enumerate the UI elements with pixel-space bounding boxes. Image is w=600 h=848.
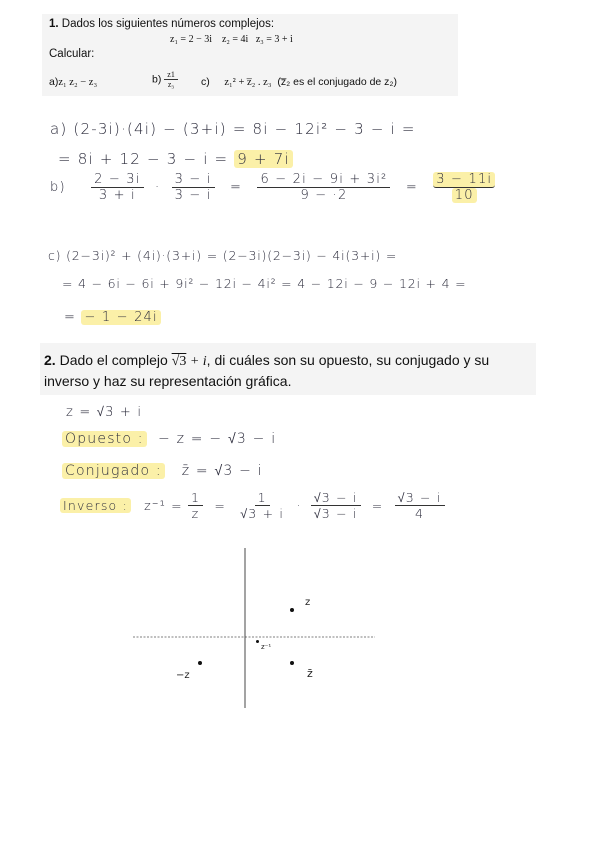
label-neg-z: −z	[176, 670, 190, 681]
solution-c-line-3: = − 1 − 24i	[64, 310, 161, 325]
exercise-2-line-1: 2. Dado el complejo √3 + i, di cuáles son su opuesto, su conjugado y su	[44, 352, 490, 369]
solution-a-line-2: = 8i + 12 − 3 − i = 9 + 7i	[58, 150, 293, 168]
solution-a-line-1: a) (2-3i)·(4i) − (3+i) = 8i − 12i² − 3 − i =	[50, 120, 416, 138]
part-b-statement: b) $\frac{z1}{\text{z₃}}$	[152, 70, 178, 89]
label-z: z	[305, 597, 311, 608]
solution-z: z = √3 + i	[66, 405, 143, 420]
solution-conjugado: Conjugado : z̄ = √3 − i	[62, 462, 263, 479]
z3-def: z₃ = 3 + i	[255, 34, 293, 45]
point-z-inverse	[256, 640, 259, 643]
inverso-label: Inverso :	[60, 498, 131, 513]
point-z-conjugate	[290, 661, 294, 665]
exercise-2-line-2: inverso y haz su representación gráfica.	[44, 373, 292, 389]
solution-a-result: 9 + 7i	[234, 150, 293, 168]
solution-c-result: − 1 − 24i	[81, 310, 160, 325]
solution-c-line-1: c) (2−3i)² + (4i)·(3+i) = (2−3i)(2−3i) − 4i(3+i) =	[48, 248, 398, 263]
point-neg-z	[198, 661, 202, 665]
label-z-inverse: z⁻¹	[261, 643, 272, 651]
solution-c-line-2: = 4 − 6i − 6i + 9i² − 12i − 4i² = 4 − 12i − 9 − 12i + 4 =	[62, 276, 467, 291]
solution-b-result: $\frac{3 - 11i}{10}$	[433, 172, 495, 203]
calcular-label: Calcular:	[49, 48, 95, 60]
part-a-statement: a)z₁ z₂ − z₃	[49, 76, 98, 88]
exercise-1-number: 1.	[49, 18, 59, 30]
solution-opuesto: Opuesto : − z = − √3 − i	[62, 430, 276, 447]
part-c-statement: c) z₁² + z̅₂ . z₃ (z̅₂ es el conjugado de z₂)	[201, 76, 397, 88]
solution-b-line: b) $\frac{2 - 3i}{3 + i}$ · $\frac{3 - i}{3 - i}$ = $\frac{\text{6 − 2i − 9i + 3i²}}{9 - \cdot 2}$ = $\frac{3 - 11i}{10}$	[50, 172, 495, 203]
z2-def: z₂ = 4i	[221, 34, 249, 45]
complex-z-def: √3 + i	[171, 354, 207, 369]
solution-inverso: Inverso : z⁻¹ = $\frac{1}{z}$ = $\frac{1}{√3 + i}$ · $\frac{√3 - i}{√3 - i}$ = $\frac{√3 - i}{4}$	[60, 490, 445, 521]
point-z	[290, 608, 294, 612]
label-z-conjugate: z̄	[307, 667, 313, 680]
exercise-1-intro: Dados los siguientes números complejos:	[61, 18, 275, 30]
opuesto-label: Opuesto :	[62, 431, 147, 447]
conjugado-label: Conjugado :	[62, 463, 165, 479]
exercise-2-number: 2.	[44, 352, 56, 368]
z1-def: z₁ = 2 − 3i	[170, 34, 212, 45]
